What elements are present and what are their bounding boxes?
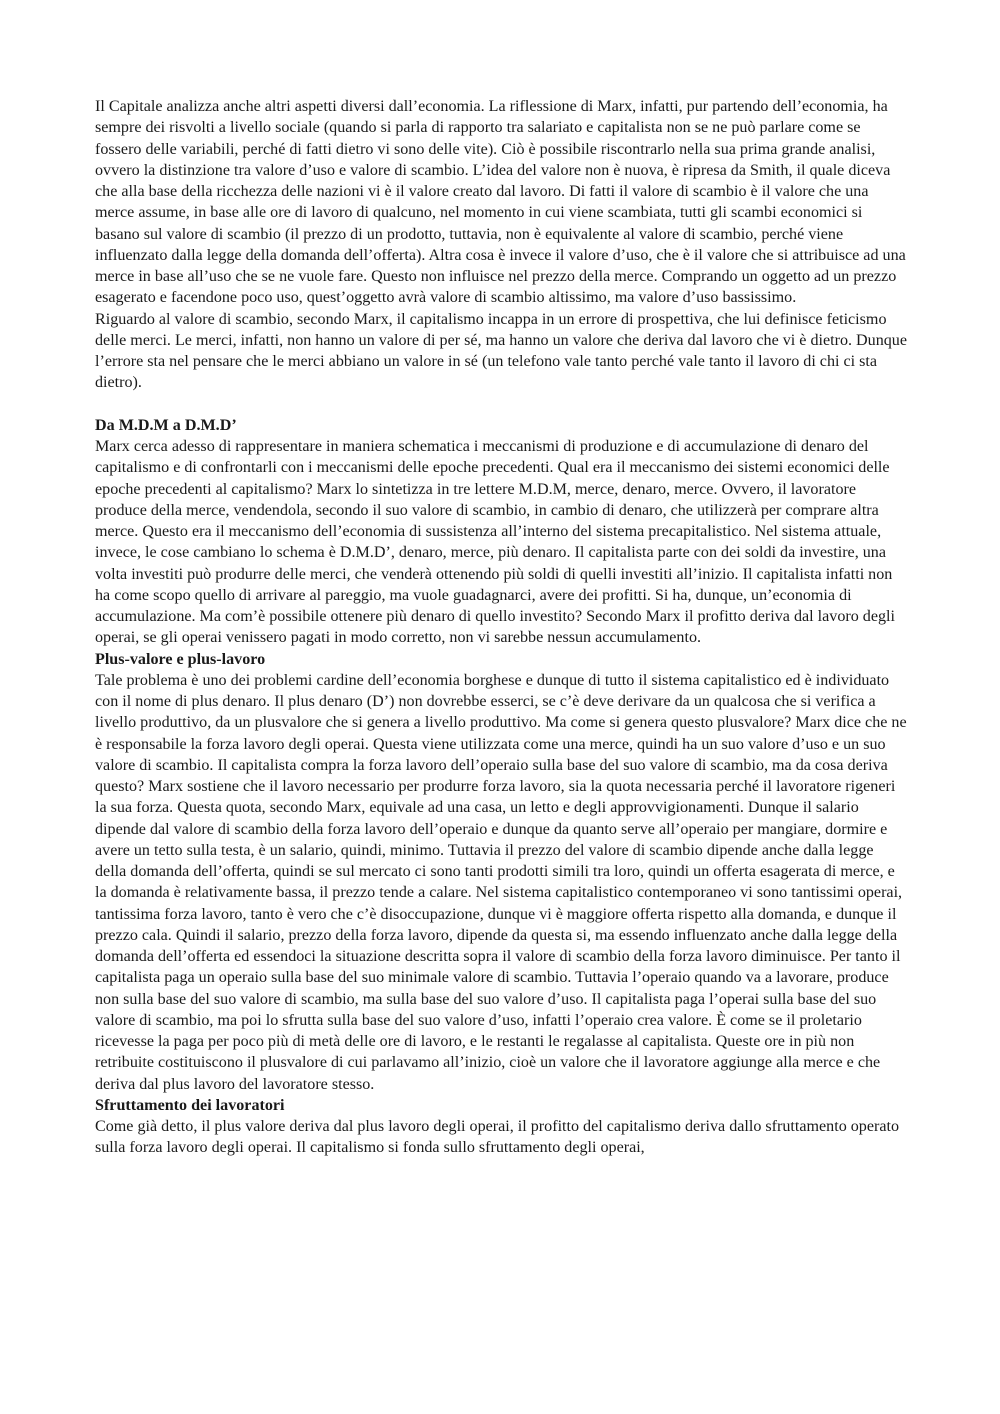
section-heading-mdm-dmd: Da M.D.M a D.M.D’ [95,416,237,434]
section-heading-plusvalore: Plus-valore e plus-lavoro [95,650,266,668]
document-page [95,96,907,1159]
intro-paragraph-2: Riguardo al valore di scambio, secondo Marx, il capitalismo incappa in un errore di prospettiva, che lui definisce feticismo delle merci. Le merci, infatti, non hanno un valore di per sé, ma hanno un valore che deriva dal lavoro che vi è dietro. Dunque l’errore sta nel pensare che le merci abbiano un valore in sé (un telefono vale tanto perché vale tanto il lavoro di chi ci sta dietro). [95,310,907,392]
intro-paragraph-1: Il Capitale analizza anche altri aspetti diversi dall’economia. La riflessione di Marx, infatti, pur partendo dell’economia, ha sempre dei risvolti a livello sociale (quando si parla di rapporto tra salariato e capitalista non se ne può parlare come se fossero delle variabili, perché di fatti dietro vi sono delle vite). Ciò è possibile riscontrarlo nella sua prima grande analisi, ovvero la distinzione tra valore d’uso e valore di scambio. L’idea del valore non è nuova, è ripresa da Smith, il quale diceva che alla base della ricchezza delle nazioni vi è il valore creato dal lavoro. Di fatti il valore di scambio è il valore che una merce assume, in base alle ore di lavoro di qualcuno, nel momento in cui viene scambiata, tutti gli scambi economici si basano sul valore di scambio (il prezzo di un prodotto, tuttavia, non è equivalente al valore di scambio, perché viene influenzato dalla legge della domanda dell’offerta). Altra cosa è invece il valore d’uso, che è il valore che si attribuisce ad una merce in base all’uso che se ne vuole fare. Questo non influisce nel prezzo della merce. Comprando un oggetto ad un prezzo esagerato e facendone poco uso, quest’oggetto avrà valore di scambio altissimo, ma valore d’uso bassissimo. [95,98,906,307]
section-paragraph-plusvalore: Tale problema è uno dei problemi cardine dell’economia borghese e dunque di tutto il sistema capitalistico ed è individuato con il nome di plus denaro. Il plus denaro (D’) non dovrebbe esserci, se c’è deve derivare da un qualcosa che si verifica a livello produttivo, da un plusvalore che si genera a livello produttivo. Ma come si genera questo plusvalore? Marx dice che ne è responsabile la forza lavoro degli operai. Questa viene utilizzata come una merce, quindi ha un suo valore d’uso e un suo valore di scambio. Il capitalista compra la forza lavoro dell’operaio sulla base del suo valore di scambio, ma da cosa deriva questo? Marx sostiene che il lavoro necessario per produrre forza lavoro, sia la quota necessaria perché il lavoratore rigeneri la sua forza. Questa quota, secondo Marx, equivale ad una casa, un letto e degli approvvigionamenti. Dunque il salario dipende dal valore di scambio della forza lavoro dell’operaio e dunque da quanto serve all’operaio per mangiare, dormire e avere un tetto sulla testa, è un salario, quindi, minimo. Tuttavia il prezzo del valore di scambio dipende anche dalla legge della domanda dell’offerta, quindi se sul mercato ci sono tanti prodotti simili tra loro, quindi un offerta esagerata di merce, e la domanda è relativamente bassa, il prezzo tende a calare. Nel sistema capitalistico contemporaneo vi sono tantissimi operai, tantissima forza lavoro, tanto è vero che c’è disoccupazione, dunque vi è maggiore offerta rispetto alla domanda, e dunque il prezzo cala. Quindi il salario, prezzo della forza lavoro, dipende da questa si, ma essendo influenzato anche dalla legge della domanda dell’offerta ed essendoci la situazione descritta sopra il valore di scambio della forza lavoro diminuisce. Per tanto il capitalista paga un operaio sulla base del suo minimale valore di scambio. Tuttavia l’operaio quando va a lavorare, produce non sulla base del suo valore di scambio, ma sulla base del suo valore d’uso. Il capitalista paga l’operai sulla base del suo valore di scambio, ma poi lo sfrutta sulla base del suo valore d’uso, infatti l’operaio crea valore. È come se il proletario ricevesse la paga per poco più di metà delle ore di lavoro, e le restanti le regalasse al capitalista. Queste ore in più non retribuite costituiscono il plusvalore di cui parlavamo all’inizio, cioè un valore che il lavoratore aggiunge alla merce e che deriva dal plus lavoro del lavoratore stesso. [95,671,907,1093]
blank-line [95,394,907,415]
section-paragraph-sfruttamento: Come già detto, il plus valore deriva dal plus lavoro degli operai, il profitto del capitalismo deriva dallo sfruttamento operato sulla forza lavoro degli operai. Il capitalismo si fonda sullo sfruttamento degli operai, [95,1118,900,1157]
section-heading-sfruttamento: Sfruttamento dei lavoratori [95,1096,285,1114]
section-paragraph-mdm-dmd: Marx cerca adesso di rappresentare in maniera schematica i meccanismi di produzione e di accumulazione di denaro del capitalismo e di confrontarli con i meccanismi delle epoche precedenti. Qual era il meccanismo dei sistemi economici delle epoche precedenti al capitalismo? Marx lo sintetizza in tre lettere M.D.M, merce, denaro, merce. Ovvero, il lavoratore produce della merce, vendendola, secondo il suo valore di scambio, in cambio di denaro, che utilizzerà per comprare altra merce. Questo era il meccanismo dell’economia di sussistenza all’interno del sistema precapitalistico. Nel sistema attuale, invece, le cose cambiano lo schema è D.M.D’, denaro, merce, più denaro. Il capitalista parte con dei soldi da investire, una volta investiti può produrre delle merci, che venderà ottenendo più soldi di quelli investiti all’inizio. Il capitalista infatti non ha come scopo quello di arrivare al pareggio, ma vuole guadagnarci, avere dei profitti. Si ha, dunque, un’economia di accumulazione. Ma com’è possibile ottenere più denaro di quello investito? Secondo Marx il profitto deriva dal lavoro degli operai, se gli operai venissero pagati in modo corretto, non vi sarebbe nessun accumulamento. [95,438,895,647]
